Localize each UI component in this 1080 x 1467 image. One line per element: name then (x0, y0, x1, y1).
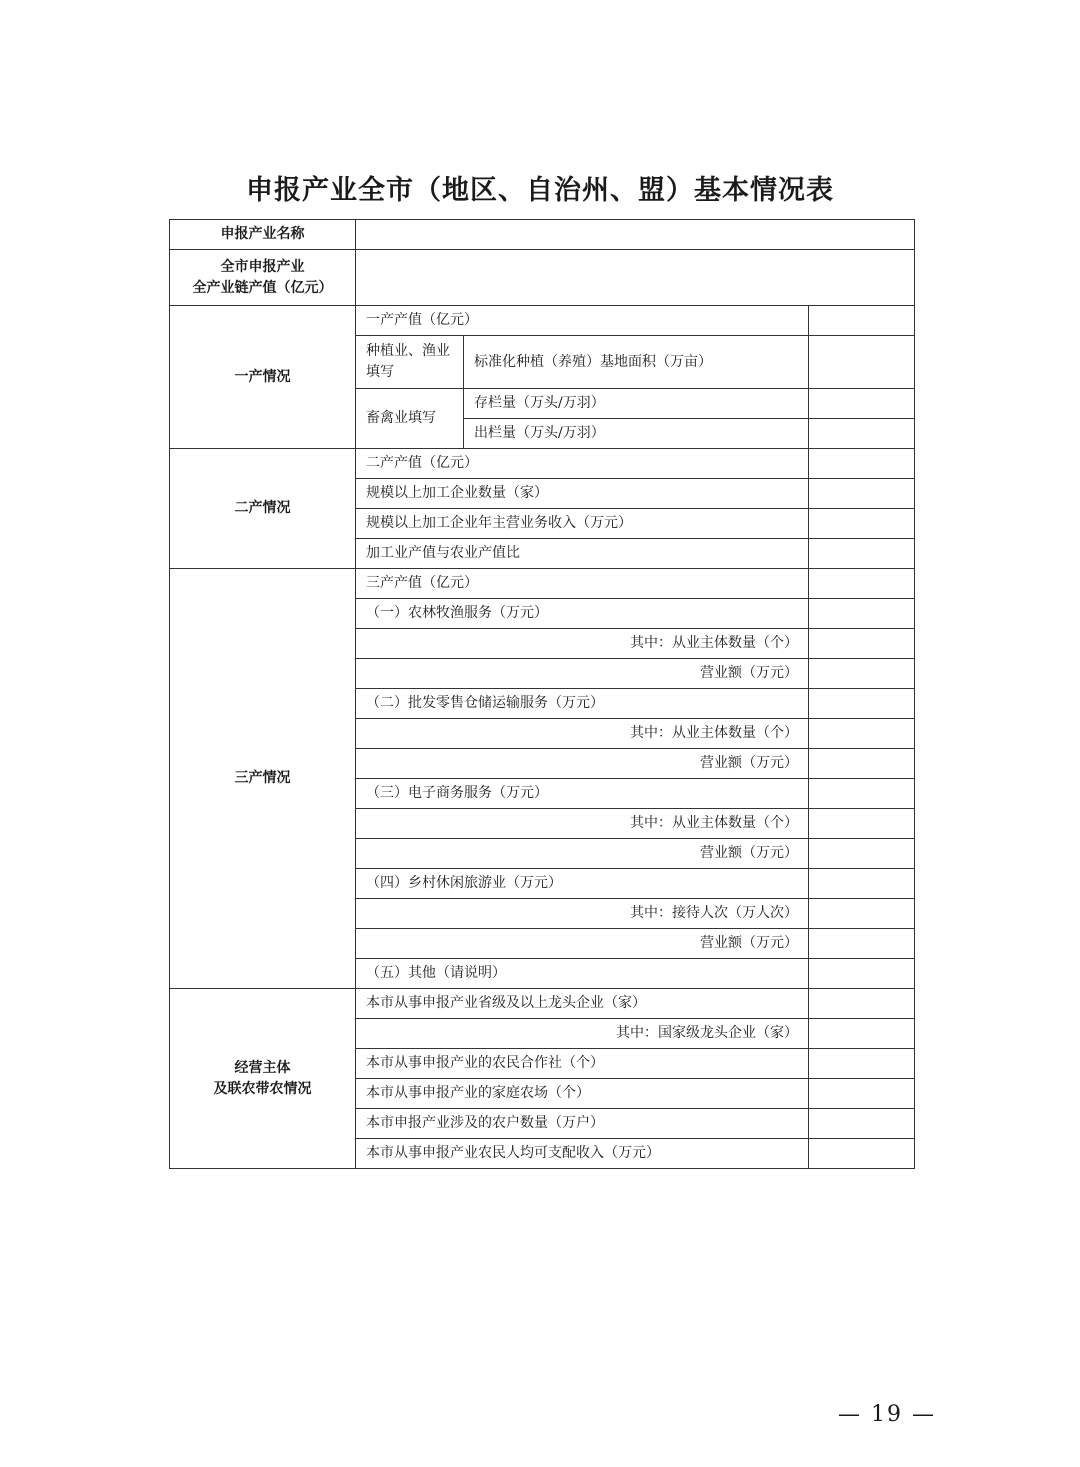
table-row (170, 220, 915, 250)
tertiary-row-field[interactable] (809, 599, 915, 629)
tertiary-row-label: 营业额（万元） (356, 839, 809, 869)
secondary-row-label: 二产产值（亿元） (356, 449, 809, 479)
entities-row-label: 本市从事申报产业省级及以上龙头企业（家） (356, 989, 809, 1019)
tertiary-row-field[interactable] (809, 689, 915, 719)
entities-row-label: 其中：国家级龙头企业（家） (356, 1019, 809, 1049)
tertiary-row-label: （三）电子商务服务（万元） (356, 779, 809, 809)
primary-section-label: 一产情况 (170, 306, 356, 449)
primary-output-field[interactable] (809, 306, 915, 336)
tertiary-row-label: （一）农林牧渔服务（万元） (356, 599, 809, 629)
livestock-group-label: 畜禽业填写 (356, 389, 464, 449)
secondary-row-field[interactable] (809, 449, 915, 479)
tertiary-row-field[interactable] (809, 929, 915, 959)
page-number: — 19 — (838, 1402, 936, 1427)
tertiary-row-label: （五）其他（请说明） (356, 959, 809, 989)
tertiary-row-field[interactable] (809, 659, 915, 689)
chain-value-label-line2: 全产业链产值（亿元） (192, 279, 333, 296)
tertiary-row-label: （四）乡村休闲旅游业（万元） (356, 869, 809, 899)
tertiary-row-label: 其中：从业主体数量（个） (356, 629, 809, 659)
entities-row-field[interactable] (809, 1109, 915, 1139)
planting-group-label: 种植业、渔业填写 (356, 336, 464, 389)
livestock-sales-field[interactable] (809, 419, 915, 449)
entities-row-label: 本市从事申报产业的农民合作社（个） (356, 1049, 809, 1079)
entities-section-label (170, 989, 356, 1169)
secondary-row-label: 规模以上加工企业年主营业务收入（万元） (356, 509, 809, 539)
secondary-row-label: 规模以上加工企业数量（家） (356, 479, 809, 509)
entities-section-line1: 经营主体 (234, 1059, 291, 1076)
primary-output-label: 一产产值（亿元） (356, 306, 809, 336)
tertiary-row-field[interactable] (809, 869, 915, 899)
entities-section-line2: 及联农带农情况 (213, 1080, 312, 1097)
table-row (170, 449, 915, 479)
planting-area-field[interactable] (809, 336, 915, 389)
table-row (170, 250, 915, 306)
industry-name-field[interactable] (356, 220, 915, 250)
tertiary-row-label: 营业额（万元） (356, 929, 809, 959)
chain-value-label-line1: 全市申报产业 (220, 258, 305, 275)
secondary-row-field[interactable] (809, 479, 915, 509)
entities-row-field[interactable] (809, 1139, 915, 1169)
entities-row-field[interactable] (809, 989, 915, 1019)
tertiary-row-label: 营业额（万元） (356, 659, 809, 689)
secondary-row-field[interactable] (809, 539, 915, 569)
entities-row-label: 本市从事申报产业的家庭农场（个） (356, 1079, 809, 1109)
tertiary-row-field[interactable] (809, 959, 915, 989)
tertiary-row-field[interactable] (809, 629, 915, 659)
tertiary-row-label: 营业额（万元） (356, 749, 809, 779)
livestock-stock-field[interactable] (809, 389, 915, 419)
tertiary-row-field[interactable] (809, 749, 915, 779)
tertiary-section-label: 三产情况 (170, 569, 356, 989)
tertiary-row-field[interactable] (809, 809, 915, 839)
planting-area-label: 标准化种植（养殖）基地面积（万亩） (464, 336, 809, 389)
entities-row-field[interactable] (809, 1049, 915, 1079)
secondary-row-label: 加工业产值与农业产值比 (356, 539, 809, 569)
basic-info-table (169, 219, 915, 1169)
page-title: 申报产业全市（地区、自治州、盟）基本情况表 (246, 175, 834, 206)
tertiary-row-label: 三产产值（亿元） (356, 569, 809, 599)
entities-row-field[interactable] (809, 1019, 915, 1049)
tertiary-row-label: 其中：接待人次（万人次） (356, 899, 809, 929)
tertiary-row-field[interactable] (809, 779, 915, 809)
entities-row-label: 本市从事申报产业农民人均可支配收入（万元） (356, 1139, 809, 1169)
tertiary-row-field[interactable] (809, 839, 915, 869)
tertiary-row-field[interactable] (809, 569, 915, 599)
tertiary-row-label: 其中：从业主体数量（个） (356, 719, 809, 749)
industry-name-label: 申报产业名称 (170, 220, 356, 250)
tertiary-row-field[interactable] (809, 899, 915, 929)
livestock-sales-label: 出栏量（万头/万羽） (464, 419, 809, 449)
chain-value-field[interactable] (356, 250, 915, 306)
secondary-section-label: 二产情况 (170, 449, 356, 569)
secondary-row-field[interactable] (809, 509, 915, 539)
livestock-stock-label: 存栏量（万头/万羽） (464, 389, 809, 419)
chain-value-label (170, 250, 356, 306)
tertiary-row-field[interactable] (809, 719, 915, 749)
table-row (170, 569, 915, 599)
table-row (170, 306, 915, 336)
tertiary-row-label: （二）批发零售仓储运输服务（万元） (356, 689, 809, 719)
entities-row-field[interactable] (809, 1079, 915, 1109)
table-row (170, 989, 915, 1019)
entities-row-label: 本市申报产业涉及的农户数量（万户） (356, 1109, 809, 1139)
tertiary-row-label: 其中：从业主体数量（个） (356, 809, 809, 839)
